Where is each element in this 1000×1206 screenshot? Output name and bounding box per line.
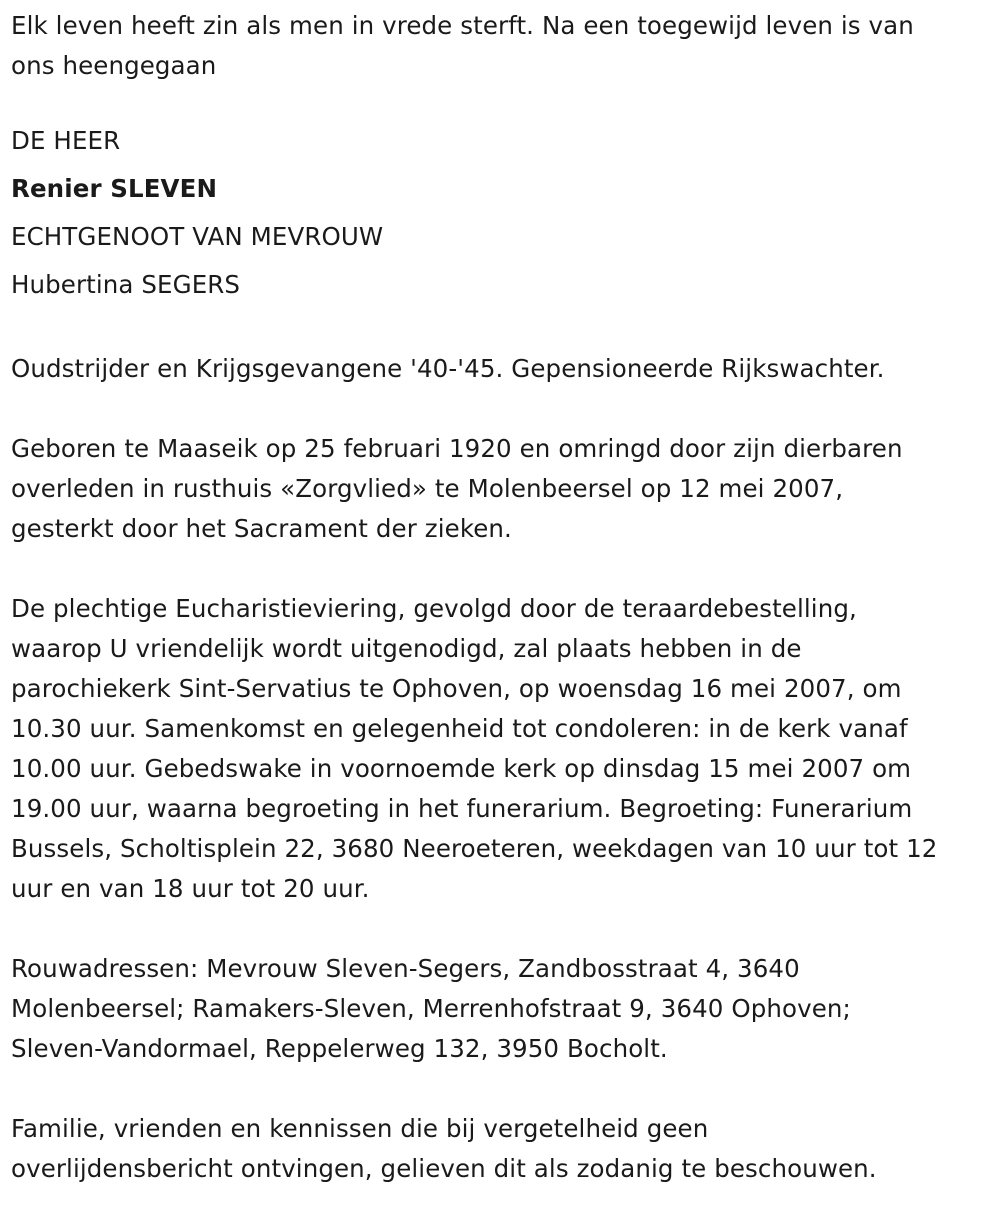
- text-line: overleden in rusthuis «Zorgvlied» te Molenbeersel op 12 mei 2007,: [11, 474, 844, 503]
- addresses-paragraph: [11, 949, 990, 1069]
- text-line: parochiekerk Sint-Servatius te Ophoven, op woensdag 16 mei 2007, om: [11, 674, 902, 703]
- text-line: 10.00 uur. Gebedswake in voornoemde kerk op dinsdag 15 mei 2007 om: [11, 754, 912, 783]
- closing-paragraph: [11, 1109, 990, 1189]
- birth-death-paragraph: [11, 429, 990, 549]
- text-line: uur en van 18 uur tot 20 uur.: [11, 874, 370, 903]
- text-line: Geboren te Maaseik op 25 februari 1920 en omringd door zijn dierbaren: [11, 434, 903, 463]
- text-line: Bussels, Scholtisplein 22, 3680 Neeroeteren, weekdagen van 10 uur tot 12: [11, 834, 938, 863]
- text-line: 10.30 uur. Samenkomst en gelegenheid tot condoleren: in de kerk vanaf: [11, 714, 908, 743]
- spouse-name: Hubertina SEGERS: [11, 270, 241, 299]
- honors-paragraph: [11, 349, 990, 389]
- text-line: 19.00 uur, waarna begroeting in het funerarium. Begroeting: Funerarium: [11, 794, 913, 823]
- text-line: overlijdensbericht ontvingen, gelieven dit als zodanig te beschouwen.: [11, 1154, 877, 1183]
- text-line: gesterkt door het Sacrament der zieken.: [11, 514, 512, 543]
- text-line: waarop U vriendelijk wordt uitgenodigd, zal plaats hebben in de: [11, 634, 802, 663]
- intro-paragraph: [11, 6, 990, 86]
- deceased-title: DE HEER: [11, 126, 121, 155]
- text-line: Elk leven heeft zin als men in vrede sterft. Na een toegewijd leven is van: [11, 11, 914, 40]
- text-line: ons heengegaan: [11, 51, 217, 80]
- deceased-block: [11, 117, 990, 309]
- text-line: Molenbeersel; Ramakers-Sleven, Merrenhofstraat 9, 3640 Ophoven;: [11, 994, 851, 1023]
- text-line: Sleven-Vandormael, Reppelerweg 132, 3950 Bocholt.: [11, 1034, 668, 1063]
- text-line: Rouwadressen: Mevrouw Sleven-Segers, Zandbosstraat 4, 3640: [11, 954, 800, 983]
- text-line: Familie, vrienden en kennissen die bij vergetelheid geen: [11, 1114, 709, 1143]
- deceased-relation: ECHTGENOOT VAN MEVROUW: [11, 222, 384, 251]
- text-line: Oudstrijder en Krijgsgevangene '40-'45. Gepensioneerde Rijkswachter.: [11, 354, 885, 383]
- ceremony-paragraph: [11, 589, 990, 909]
- deceased-name: Renier SLEVEN: [11, 174, 218, 203]
- text-line: De plechtige Eucharistieviering, gevolgd door de teraardebestelling,: [11, 594, 857, 623]
